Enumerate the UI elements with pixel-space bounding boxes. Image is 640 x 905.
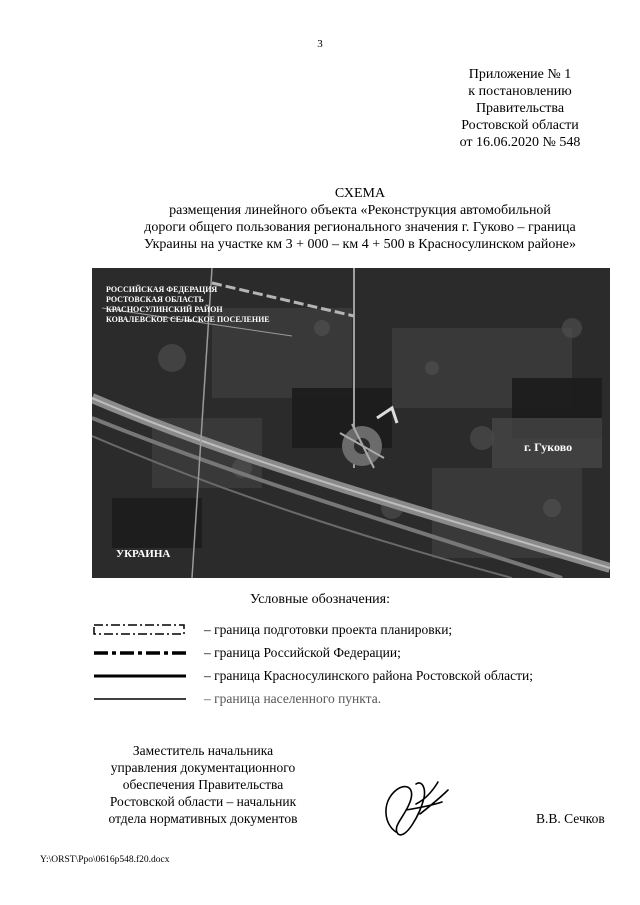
legend-label: – граница подготовки проекта планировки; [204,622,453,637]
map-label-region: РОССИЙСКАЯ ФЕДЕРАЦИЯ [106,285,218,294]
map-region-labels [106,285,270,325]
map-label-region: КОВАЛЕВСКОЕ СЕЛЬСКОЕ ПОСЕЛЕНИЕ [106,315,270,324]
signer-name: В.В. Сечков [536,811,605,826]
signer-title-line: Заместитель начальника [132,743,274,758]
appendix-line: Правительства [475,101,565,116]
title-line: Украины на участке км 3 + 000 – км 4 + 500 в Красносулинском районе» [143,237,577,252]
map-label-gukovo: г. Гуково [524,440,573,454]
signer-title-line: Ростовской области – начальник [109,794,297,809]
legend-item [92,620,612,643]
document-title [60,185,640,253]
legend-item [92,666,612,689]
signer-title [88,742,318,827]
appendix-line: Приложение № 1 [468,67,572,82]
appendix-line: к постановлению [468,84,572,99]
signer-title-line: обеспечения Правительства [122,777,284,792]
legend-title: Условные обозначения: [249,592,391,607]
title-heading: СХЕМА [334,186,386,201]
file-path: Y:\ORST\Ppo\0616p548.f20.docx [40,855,170,865]
map-label-ukraine: УКРАИНА [116,548,171,560]
title-line: дороги общего пользования регионального значения г. Гуково – граница [144,220,576,235]
title-line: размещения линейного объекта «Реконструкция автомобильной [169,203,551,218]
legend-symbol-federation-boundary [92,646,188,660]
appendix-line: от 16.06.2020 № 548 [459,135,581,150]
legend-symbol-settlement-boundary [92,692,188,706]
legend-symbol-planning-boundary [92,623,188,637]
map-label-region: КРАСНОСУЛИНСКИЙ РАЙОН [106,305,223,314]
legend [92,620,612,712]
signature-graphic [376,774,456,840]
legend-symbol-district-boundary [92,669,188,683]
page-number: 3 [317,38,323,50]
handwritten-signature [376,774,456,845]
appendix-line: Ростовской области [461,118,579,133]
legend-item [92,689,612,712]
legend-label: – граница населенного пункта. [204,691,382,706]
map-label-region: РОСТОВСКАЯ ОБЛАСТЬ [106,295,204,304]
signer-title-line: управления документационного [110,760,296,775]
legend-label: – граница Российской Федерации; [204,645,401,660]
appendix-block [440,66,600,151]
signer-title-line: отдела нормативных документов [108,811,298,826]
map-scheme [92,268,610,578]
legend-item [92,643,612,666]
legend-label: – граница Красносулинского района Ростовской области; [204,668,534,683]
